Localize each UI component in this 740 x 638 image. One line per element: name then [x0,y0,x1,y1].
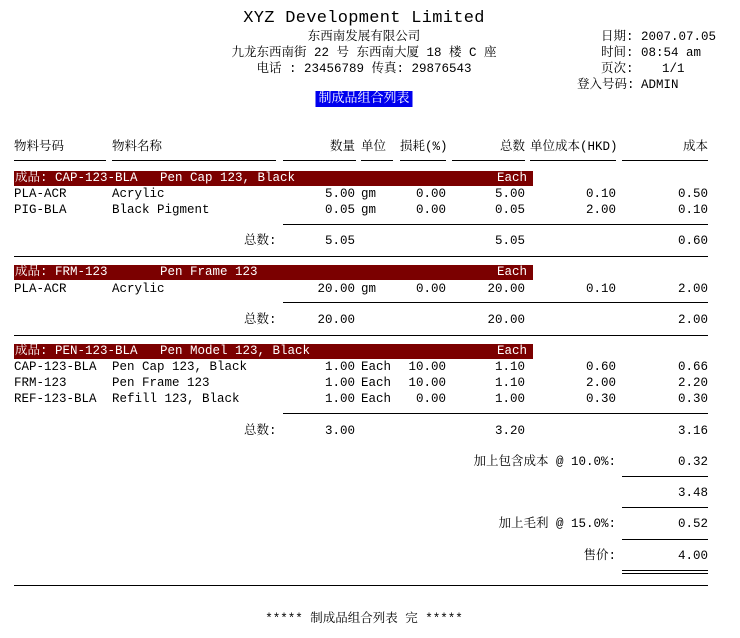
product-code: 成品: FRM-123 [15,265,108,279]
row-cost: 2.00 [677,282,708,296]
double-rule-bottom [622,573,708,574]
time-label: 时间: [601,46,634,60]
row-qty: 20.00 [317,282,355,296]
group-divider [14,335,708,336]
time-value: 08:54 am [641,46,702,60]
login-value: ADMIN [641,78,679,92]
row-unit: Each [361,376,392,390]
summary-rule [622,476,708,477]
row-unit: gm [361,282,377,296]
product-unit: Each [497,265,528,279]
row-total: 5.00 [494,187,525,201]
row-cost: 0.30 [677,392,708,406]
price-value: 4.00 [677,549,708,563]
row-unit: Each [361,392,392,406]
product-name: Pen Cap 123, Black [160,171,296,185]
subtotal-total: 3.20 [494,424,525,438]
column-header-unit-cost: 单位成本(HKD) [530,140,618,154]
row-cost: 2.20 [677,376,708,390]
margin-label: 加上毛利 @ 15.0%: [498,517,616,531]
product-band [14,265,533,280]
row-unit: gm [361,187,377,201]
row-loss: 10.00 [408,360,446,374]
group-divider [14,256,708,257]
row-name: Black Pigment [112,203,210,217]
overhead-label: 加上包含成本 @ 10.0%: [473,455,616,469]
row-cost: 0.50 [677,187,708,201]
double-rule-top [622,570,708,571]
row-cost: 0.66 [677,360,708,374]
subtotal-rule [283,302,708,303]
page-label: 页次: [601,62,634,76]
company-name-english: XYZ Development Limited [243,9,485,28]
row-unit-cost: 0.30 [585,392,616,406]
row-unit: Each [361,360,392,374]
subtotal-label: 总数: [244,313,277,327]
summary-rule [622,507,708,508]
subtotal-cost: 3.16 [677,424,708,438]
row-total: 0.05 [494,203,525,217]
row-name: Refill 123, Black [112,392,240,406]
row-unit-cost: 0.10 [585,282,616,296]
subtotal-cost: 2.00 [677,313,708,327]
column-header-name: 物料名称 [112,140,163,154]
row-loss: 0.00 [415,282,446,296]
login-label: 登入号码: [577,78,635,92]
subtotal-qty: 3.00 [324,424,355,438]
company-phone-fax: 电话 : 23456789 传真: 29876543 [256,62,472,76]
row-qty: 5.00 [324,187,355,201]
row-qty: 0.05 [324,203,355,217]
row-code: PLA-ACR [14,187,67,201]
product-band [14,344,533,359]
column-underline [530,160,616,161]
subtotal-with-overhead: 3.48 [677,486,708,500]
product-name: Pen Model 123, Black [160,344,311,358]
row-name: Acrylic [112,282,165,296]
subtotal-label: 总数: [244,424,277,438]
subtotal-qty: 5.05 [324,234,355,248]
row-qty: 1.00 [324,392,355,406]
column-underline [112,160,276,161]
row-loss: 0.00 [415,392,446,406]
column-header-total: 总数 [499,140,525,154]
subtotal-total: 20.00 [487,313,525,327]
subtotal-qty: 20.00 [317,313,355,327]
summary-rule [622,539,708,540]
row-loss: 10.00 [408,376,446,390]
column-header-code: 物料号码 [14,140,65,154]
row-loss: 0.00 [415,187,446,201]
column-underline [361,160,393,161]
product-unit: Each [497,344,528,358]
subtotal-cost: 0.60 [677,234,708,248]
price-label: 售价: [583,549,616,563]
row-total: 1.00 [494,392,525,406]
row-unit-cost: 0.60 [585,360,616,374]
column-underline [452,160,525,161]
column-header-unit: 单位 [361,140,387,154]
row-qty: 1.00 [324,376,355,390]
report-end-rule [14,585,708,586]
row-total: 20.00 [487,282,525,296]
column-header-qty: 数量 [329,140,355,154]
column-underline [283,160,356,161]
row-code: REF-123-BLA [14,392,97,406]
subtotal-rule [283,413,708,414]
column-header-loss: 损耗(%) [400,140,448,154]
row-qty: 1.00 [324,360,355,374]
row-total: 1.10 [494,376,525,390]
row-unit-cost: 2.00 [585,203,616,217]
subtotal-label: 总数: [244,234,277,248]
date-value: 2007.07.05 [641,30,717,44]
column-underline [622,160,708,161]
row-code: PIG-BLA [14,203,67,217]
row-loss: 0.00 [415,203,446,217]
row-unit-cost: 2.00 [585,376,616,390]
column-underline [14,160,106,161]
row-code: FRM-123 [14,376,67,390]
row-code: PLA-ACR [14,282,67,296]
subtotal-rule [283,224,708,225]
product-name: Pen Frame 123 [160,265,258,279]
column-header-cost: 成本 [682,140,708,154]
report-title: 制成品组合列表 [315,91,412,107]
column-underline [400,160,446,161]
row-total: 1.10 [494,360,525,374]
row-unit: gm [361,203,377,217]
company-name-chinese: 东西南发展有限公司 [307,30,421,44]
row-code: CAP-123-BLA [14,360,97,374]
product-code: 成品: CAP-123-BLA [15,171,138,185]
report-end-text: ***** 制成品组合列表 完 ***** [265,612,463,626]
product-band [14,171,533,186]
row-name: Acrylic [112,187,165,201]
product-unit: Each [497,171,528,185]
date-label: 日期: [601,30,634,44]
overhead-value: 0.32 [677,455,708,469]
row-cost: 0.10 [677,203,708,217]
row-unit-cost: 0.10 [585,187,616,201]
subtotal-total: 5.05 [494,234,525,248]
row-name: Pen Cap 123, Black [112,360,248,374]
page-value: 1/1 [662,62,685,76]
margin-value: 0.52 [677,517,708,531]
company-address: 九龙东西南街 22 号 东西南大厦 18 楼 C 座 [231,46,497,60]
product-code: 成品: PEN-123-BLA [15,344,138,358]
row-name: Pen Frame 123 [112,376,210,390]
